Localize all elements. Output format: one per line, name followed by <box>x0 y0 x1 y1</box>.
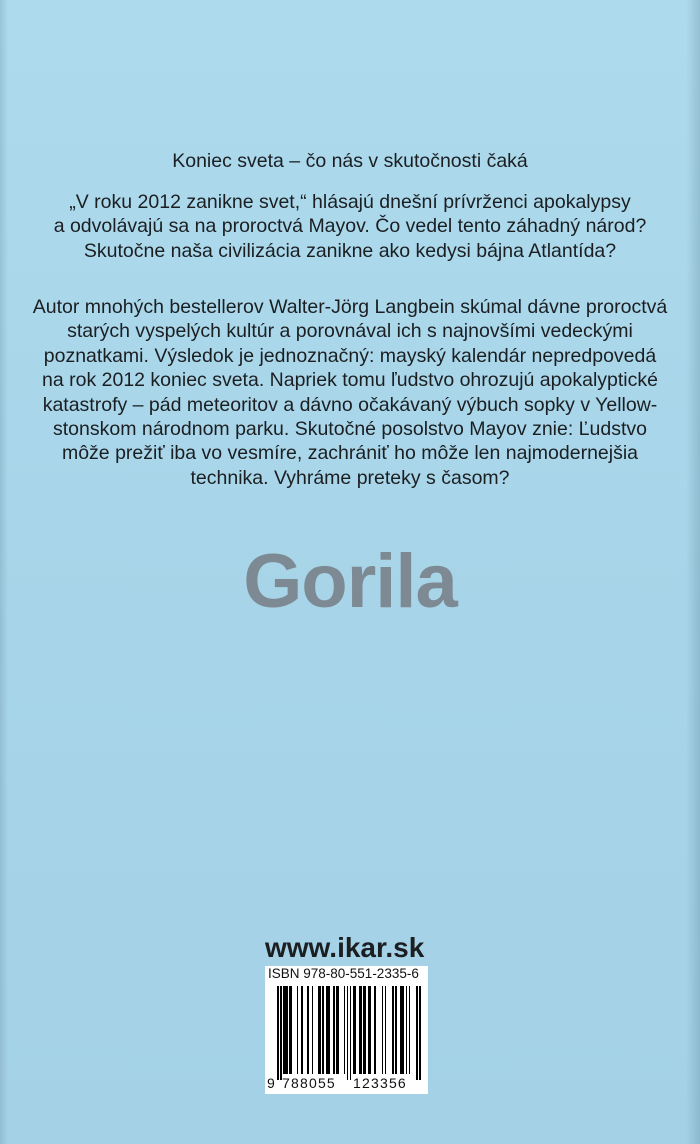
barcode-bar <box>382 986 384 1074</box>
barcode-bar <box>338 986 340 1074</box>
blurb-line: technika. Vyhráme preteky s časom? <box>190 466 510 489</box>
blurb-line: starých vyspelých kultúr a porovnával ich s najnovšími vedeckými <box>67 320 633 343</box>
barcode-digit-first: 9 <box>267 1075 275 1091</box>
barcode-bar <box>416 986 418 1080</box>
isbn-label: ISBN 978-80-551-2335-6 <box>268 966 419 981</box>
isbn-barcode <box>265 966 428 1094</box>
blurb-line: môže prežiť iba vo vesmíre, zachrániť ho môže len najmodernejšia <box>61 442 639 465</box>
blurb-line: „V roku 2012 zanikne svet,“ hlásajú dnešní prívrženci apokalypsy <box>69 191 631 213</box>
barcode-bar <box>301 986 303 1074</box>
barcode-bar <box>286 986 288 1074</box>
barcode-bar <box>291 986 293 1074</box>
barcode-bar <box>403 986 405 1074</box>
barcode-bar <box>319 986 321 1074</box>
barcode-bar <box>297 986 299 1074</box>
barcode-bar <box>277 986 279 1080</box>
barcode-bars <box>277 986 421 1076</box>
barcode-bar <box>374 986 376 1074</box>
barcode-bar <box>365 986 367 1074</box>
blurb-line: na rok 2012 koniec sveta. Napriek tomu ľudstvo ohrozujú apokalyptické <box>42 369 658 392</box>
barcode-bar <box>409 986 411 1074</box>
blurb-heading: Koniec sveta – čo nás v skutočnosti čaká <box>172 150 528 172</box>
barcode-bar <box>360 986 362 1074</box>
gorila-logo: Gorila <box>243 539 457 624</box>
blurb-line: poznatkami. Výsledok je jednoznačný: mayský kalendár nepredpovedá <box>43 344 657 367</box>
blurb-paragraph-1 <box>30 190 670 263</box>
barcode-bar <box>406 986 408 1074</box>
barcode-bar <box>344 986 346 1074</box>
barcode-bar <box>312 986 314 1074</box>
barcode-bar <box>419 986 421 1080</box>
barcode-digit-group-left: 788055 <box>282 1075 336 1091</box>
blurb-line: Autor mnohých bestellerov Walter-Jörg Langbein skúmal dávne proroctvá <box>32 296 668 318</box>
blurb-paragraph-2 <box>30 295 670 490</box>
barcode-bar <box>333 986 335 1074</box>
barcode-bar <box>307 986 309 1074</box>
barcode-bar <box>322 986 324 1074</box>
barcode-bar <box>329 986 331 1074</box>
barcode-bar <box>392 986 394 1074</box>
barcode-bar <box>347 986 349 1080</box>
barcode-bar <box>385 986 387 1074</box>
barcode-bar <box>280 986 282 1080</box>
blurb-line: a odvolávajú sa na proroctvá Mayov. Čo vedel tento záhadný národ? <box>53 215 647 238</box>
barcode-bar <box>369 986 371 1074</box>
publisher-website: www.ikar.sk <box>265 932 425 963</box>
blurb-line: Skutočne naša civilizácia zanikne ako kedysi bájna Atlantída? <box>83 239 617 262</box>
barcode-bar <box>350 986 352 1080</box>
blurb-line: katastrofy – pád meteoritov a dávno očakávaný výbuch sopky v Yellow- <box>42 393 658 416</box>
barcode-bar <box>354 986 356 1074</box>
barcode-digit-group-right: 123356 <box>353 1075 407 1091</box>
barcode-bar <box>395 986 397 1074</box>
blurb-line: stonskom národnom parku. Skutočné posolstvo Mayov znie: Ľudstvo <box>53 418 647 441</box>
